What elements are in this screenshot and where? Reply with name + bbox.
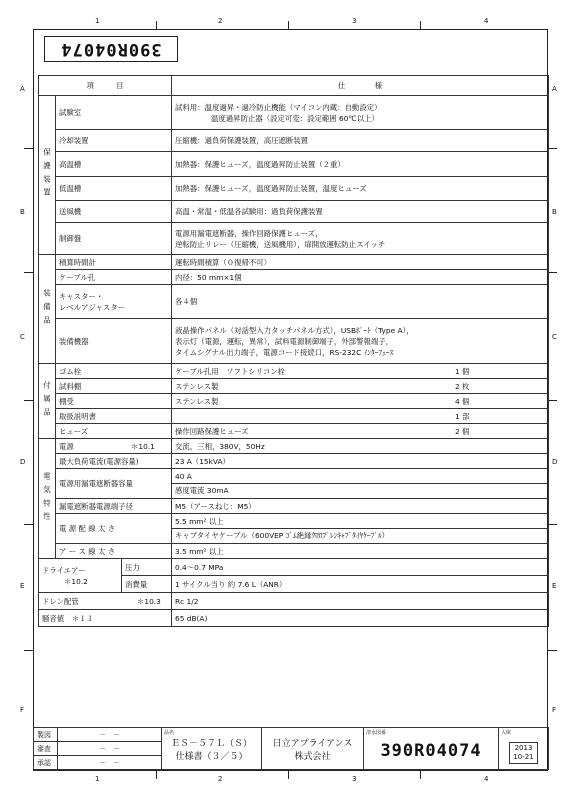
border-tick [24,650,33,651]
row-label [56,285,172,319]
row-value-text: ステンレス製 [175,396,219,406]
row-value [172,364,549,379]
doc-title: 仕様書（３／５） [175,751,248,762]
row-label: 制御盤 [56,223,172,255]
row-label-text: ドレン配管 [42,596,79,606]
row-label: 冷却装置 [56,130,172,152]
group-accessories: 付属品 [39,364,56,439]
row-value: 0.4～0.7 MPa [172,559,549,576]
border-tick [288,771,289,779]
company-suffix: 株式会社 [294,751,331,762]
drawing-number-label: 清水図番 [366,730,387,736]
column-number-top-1: 1 [95,17,100,25]
row-qty: 1 個 [455,366,470,376]
table-row [39,130,549,152]
group-equipment: 装備品 [39,255,56,364]
row-label-line: キャスター・ [59,291,104,301]
made-label: 製図 [34,728,58,742]
title-block [33,727,549,770]
table-row [39,152,549,177]
column-number-top-3: 3 [352,17,357,25]
table-row [39,394,549,409]
row-label: 騒音値 ＊１１ [39,610,172,627]
row-letter-right-f: F [552,706,557,714]
row-value-line: 逆転防止リレー（圧縮機，送風機用），扉開放運転防止スイッチ [175,239,386,249]
row-value: 内径：50 mm×1個 [172,270,549,285]
row-value [172,469,549,499]
row-value: 運転時間積算（０復帰不可） [172,255,549,270]
row-value: 圧縮機：過負荷保護装置，高圧遮断装置 [172,130,549,152]
row-value [172,424,549,439]
row-value [172,223,549,255]
row-value: 65 dB(A) [172,610,549,627]
row-label: ケーブル孔 [56,270,172,285]
row-label-line: レベルアジャスター [59,302,126,312]
product-name-label: 品名 [164,730,175,736]
group-protection: 保護装置 [39,96,56,255]
row-value-line: タイムシグナル出力端子，電源コード接続口，RS-232C ｲﾝﾀｰﾌｪｰｽ [175,347,394,357]
spec-header-row [39,76,549,96]
row-value [172,409,549,424]
row-value-line: 試料用：温度過昇・過冷防止機能（マイコン内蔵：自動設定） [175,102,382,112]
date-day: 10-21 [513,752,534,761]
row-label: ア ー ス 線 太 さ [56,544,172,559]
border-tick [156,21,157,29]
border-tick [548,524,557,525]
row-value [172,394,549,409]
column-number-bottom-3: 3 [352,775,357,783]
row-letter-right-c: C [552,333,557,341]
row-label: 最大負荷電流(電源容量) [56,454,172,469]
row-value-line: 40 A [172,470,548,484]
row-value-line: キャブタイヤケーブル（600VEP ｺﾞﾑ絶縁ｸﾛﾛﾌﾟﾚﾝｷｬﾌﾞﾀｲﾔｹｰﾌﾞﾙ） [175,531,390,540]
border-tick [548,148,557,149]
row-qty: 4 個 [455,396,470,406]
row-qty: 2 枚 [455,381,470,391]
border-tick [420,771,421,779]
product-cell [162,728,262,770]
table-row [39,201,549,223]
company-cell [262,728,364,770]
row-value [172,379,549,394]
row-letter-left-b: B [20,208,25,216]
table-row [39,379,549,394]
border-tick [548,400,557,401]
row-label [56,439,172,454]
row-value-line: 温度過昇防止器（設定可変：設定範囲 60℃以上） [211,113,379,123]
row-value-line: 感度電流 30mA [175,486,229,495]
border-tick [24,148,33,149]
row-value: M5（アースねじ：M5） [172,499,549,514]
row-letter-left-c: C [20,333,25,341]
row-value: 23 A（15kVA） [172,454,549,469]
row-value-line: 表示灯（電源，運転，異常），試料電源制御端子，外部警報端子， [175,336,394,346]
row-value-line: 液晶操作パネル（対話型入力タッチパネル方式），USBﾎﾟｰﾄ（Type A）， [175,325,414,335]
table-row [39,270,549,285]
row-label [39,593,172,610]
row-label: 試験室 [56,96,172,130]
row-label [39,559,122,593]
row-value: 加熱器：保護ヒューズ，温度過昇防止装置（２重） [172,152,549,177]
row-value [172,514,549,544]
approved-value: － － [58,756,162,770]
table-row [39,469,549,499]
row-letter-left-d: D [20,458,26,466]
row-label: ゴム栓 [56,364,172,379]
row-note: ＊10.2 [64,576,88,586]
row-label: 電 源 配 線 太 さ [56,514,172,544]
border-tick [156,771,157,779]
table-row [39,424,549,439]
date-year: 2013 [514,743,533,752]
row-label: ヒューズ [56,424,172,439]
border-tick [548,650,557,651]
row-letter-left-a: A [20,85,25,93]
checked-value: － － [58,742,162,756]
row-value-line: 電源用漏電遮断器，操作回路保護ヒューズ， [175,228,323,238]
row-sublabel: 消費量 [122,576,172,593]
row-label: 積算時間計 [56,255,172,270]
table-row [39,559,549,576]
row-letter-right-a: A [552,85,557,93]
row-note: ＊10.3 [137,596,161,606]
table-row [39,439,549,454]
row-qty: 2 個 [455,426,470,436]
drawing-number-cell [364,728,499,770]
table-row [39,364,549,379]
table-row [39,285,549,319]
drawing-number: 390R04074 [380,740,482,761]
row-value-line: 5.5 mm² 以上 [172,515,548,529]
header-item: 項 目 [39,76,172,96]
border-tick [24,272,33,273]
approved-label: 承認 [34,756,58,770]
row-value: 各４個 [172,285,549,319]
row-label: 低温槽 [56,177,172,201]
product-name: ＥＳ－５７Ｌ（Ｓ） [170,738,252,749]
group-electrical: 電気特性 [39,439,56,559]
row-label: 取扱説明書 [56,409,172,424]
row-letter-left-f: F [20,706,25,714]
row-value-text: ケーブル孔用 ソフトシリコン栓 [175,366,286,376]
table-row [39,223,549,255]
made-value: － － [58,728,162,742]
title-block-row [34,728,549,742]
row-label: 装備機器 [56,319,172,364]
column-number-bottom-1: 1 [95,775,100,783]
checked-label: 審査 [34,742,58,756]
row-value: Rc 1/2 [172,593,549,610]
row-label-line: ドライエアー [42,565,86,575]
row-letter-right-d: D [552,458,558,466]
table-row [39,409,549,424]
table-row [39,319,549,364]
spec-table [38,75,549,627]
rotated-doc-number: 390R04074 [44,36,178,62]
row-value: 3.5 mm² 以上 [172,544,549,559]
row-letter-right-b: B [552,208,557,216]
row-letter-right-e: E [552,582,557,590]
table-row [39,454,549,469]
row-label: 電源用漏電遮断器容量 [56,469,172,499]
table-row [39,499,549,514]
row-letter-left-e: E [20,582,25,590]
row-value: 加熱器：保護ヒューズ，温度過昇防止装置，温度ヒューズ [172,177,549,201]
row-label: 漏電遮断器電源端子径 [56,499,172,514]
column-number-bottom-2: 2 [218,775,223,783]
row-label: 高温槽 [56,152,172,177]
row-value-text: ステンレス製 [175,381,219,391]
border-tick [24,400,33,401]
row-label-text: 電源 [59,441,74,451]
table-row [39,610,549,627]
row-qty: 1 部 [455,411,470,421]
date-cell [499,728,549,770]
column-number-top-2: 2 [218,17,223,25]
row-value: 交流，三相，380V，50Hz [172,439,549,454]
row-sublabel: 圧力 [122,559,172,576]
company-name: 日立アプライアンス [272,738,353,749]
row-note: ＊10.1 [131,441,155,451]
border-tick [420,21,421,29]
row-value: 高温・常温・低温各試験用：過負荷保護装置 [172,201,549,223]
table-row [39,514,549,544]
border-tick [24,524,33,525]
border-tick [548,272,557,273]
table-row [39,544,549,559]
row-value [172,96,549,130]
header-spec: 仕 様 [172,76,549,96]
row-value [172,319,549,364]
row-value-text: 操作回路保護ヒューズ [175,426,249,436]
table-row [39,177,549,201]
row-label: 試料棚 [56,379,172,394]
row-value: 1 サイクル当り 約 7.6 L（ANR） [172,576,549,593]
border-tick [288,21,289,29]
row-label: 送風機 [56,201,172,223]
column-number-top-4: 4 [484,17,489,25]
table-row [39,96,549,130]
row-label: 棚受 [56,394,172,409]
table-row [39,255,549,270]
entry-label: 入庫 [501,730,512,736]
table-row [39,593,549,610]
column-number-bottom-4: 4 [484,775,489,783]
